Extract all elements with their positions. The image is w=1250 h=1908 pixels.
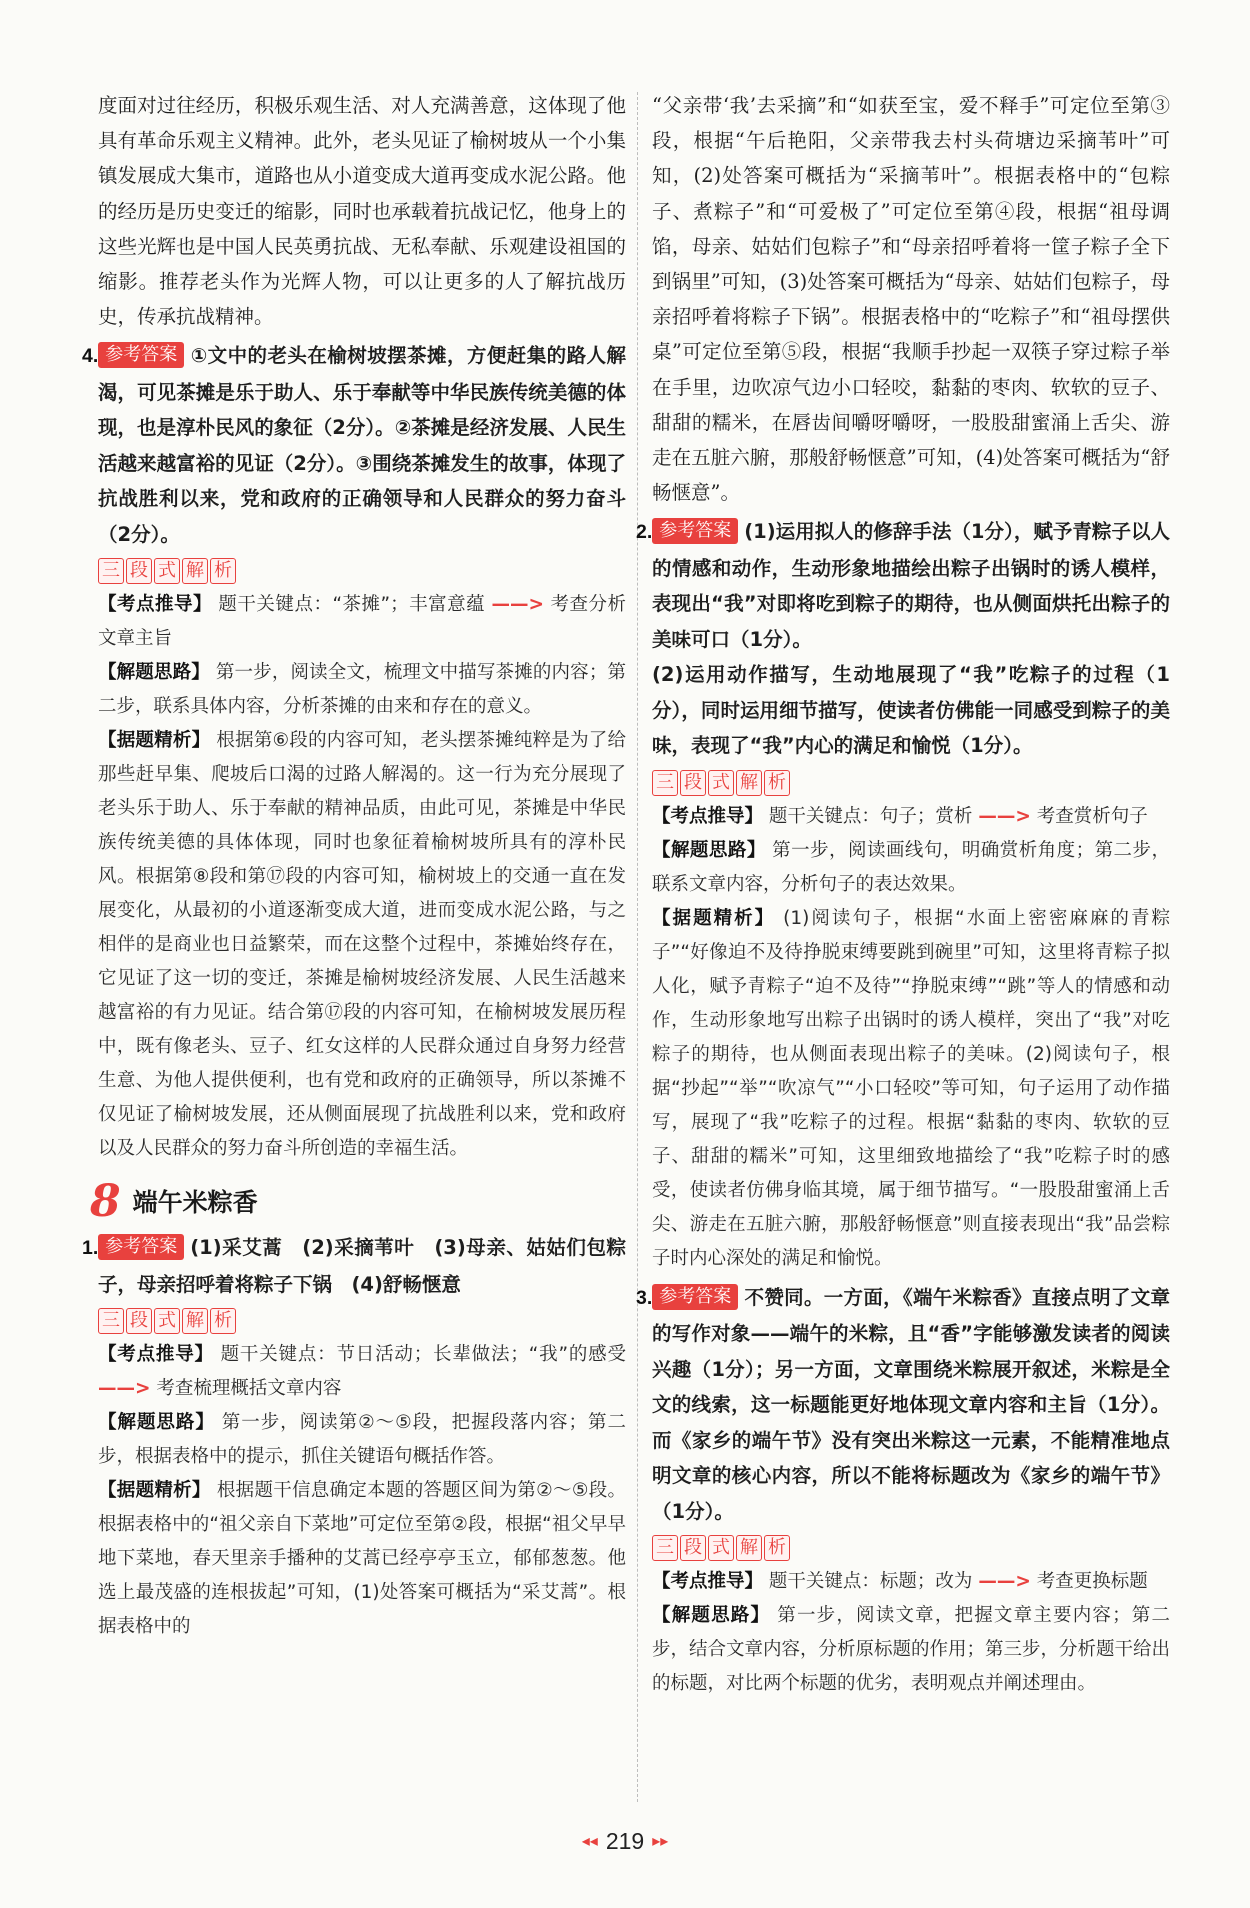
jieti-label: 【解题思路】: [98, 1412, 215, 1434]
tri-char: 段: [126, 558, 152, 584]
q4-jutie: [98, 724, 626, 1166]
jutie-text: 根据第⑥段的内容可知，老头摆茶摊纯粹是为了给那些赶早集、爬坡后口渴的过路人解渴的。这一行为充分展现了老头乐于助人、乐于奉献的精神品质，由此可见，茶摊是中华民族传统美德的具体体现，同时也象征着榆树坡所具有的淳朴民风。根据第⑧段和第⑰段的内容可知，榆树坡上的交通一直在发展变化，从最初的小道逐渐变成大道，进而变成水泥公路，与之相伴的是商业也日益繁荣，而在这整个过程中，茶摊始终存在，它见证了这一切的变迁，茶摊是榆树坡经济发展、人民生活越来越富裕的有力见证。结合第⑰段的内容可知，在榆树坡发展历程中，既有像老头、豆子、红女这样的人民群众通过自身努力经营生意、为他人提供便利，也有党和政府的正确领导，所以茶摊不仅见证了榆树坡发展，还从侧面展现了抗战胜利以来，党和政府以及人民群众的努力奋斗所创造的幸福生活。: [98, 730, 626, 1160]
jutie-text: (1)阅读句子，根据“水面上密密麻麻的青粽子”“好像迫不及待挣脱束缚要跳到碗里”可知，这里将青粽子拟人化，赋予青粽子“迫不及待”“挣脱束缚”“跳”等人的情感和动作，生动形象地写出粽子出锅时的诱人模样，突出了“我”对吃粽子的期待，也从侧面表现出粽子的美味。(2)阅读句子，根据“抄起”“举”“吹凉气”“小口轻咬”等可知，句子运用了动作描写，展现了“我”吃粽子的过程。根据“黏黏的枣肉、软软的豆子、甜甜的糯米”可知，这里细致地描绘了“我”吃粽子时的感受，使读者仿佛身临其境，属于细节描写。“一股股甜蜜涌上舌尖、游走在五脏六腑，那般舒畅惬意”则直接表现出“我”品尝粽子时内心深处的满足和愉悦。: [652, 907, 1170, 1269]
jieti-label: 【解题思路】: [652, 1605, 771, 1627]
jutie-label: 【据题精析】: [652, 907, 776, 929]
tri-char: 段: [126, 1308, 152, 1334]
section-heading: [90, 1176, 626, 1228]
kaodian-label: 【考点推导】: [652, 1571, 764, 1593]
jutie-label: 【据题精析】: [98, 730, 211, 752]
continuation-paragraph: “父亲带‘我’去采摘”和“如获至宝，爱不释手”可定位至第③段，根据“午后艳阳，父亲带我去村头荷塘边采摘苇叶”可知，(2)处答案可概括为“采摘苇叶”。根据表格中的“包粽子、煮粽子”和“可爱极了”可定位至第④段，根据“祖母调馅，母亲、姑姑们包粽子”和“母亲招呼着将一筐子粽子全下到锅里”可知，(3)处答案可概括为“母亲、姑姑们包粽子，母亲招呼着将粽子下锅”。根据表格中的“吃粽子”和“祖母摆供桌”可定位至第⑤段，根据“我顺手抄起一双筷子穿过粽子举在手里，边吹凉气边小口轻咬，黏黏的枣肉、软软的豆子、甜甜的糯米，在唇齿间嚼呀嚼呀，一股股甜蜜涌上舌尖、游走在五脏六腑，那般舒畅惬意”可知，(4)处答案可概括为“舒畅惬意”。: [652, 94, 1170, 505]
jutie-text: 根据题干信息确定本题的答题区间为第②～⑤段。根据表格中的“祖父亲自下菜地”可定位至第②段，根据“祖父早早地下菜地，春天里亲手播种的艾蒿已经亭亭玉立，郁郁葱葱。他选上最茂盛的连根拔起”可知，(1)处答案可概括为“采艾蒿”。根据表格中的: [98, 1480, 626, 1638]
section-title: 端午米粽香: [132, 1187, 258, 1217]
tri-char: 解: [736, 1535, 762, 1561]
jieti-text: 第一步，阅读画线句，明确赏析角度；第二步，联系文章内容，分析句子的表达效果。: [652, 839, 1170, 895]
kaodian-text: 题干关键点：“茶摊”；丰富意蕴: [218, 594, 486, 616]
question-3: [636, 1280, 1171, 1702]
jieti-text: 第一步，阅读全文，梳理文中描写茶摊的内容；第二步，联系具体内容，分析茶摊的由来和存在的意义。: [98, 662, 626, 718]
q1-answer: [82, 1230, 626, 1302]
kaodian-label: 【考点推导】: [98, 594, 213, 616]
kaodian-label: 【考点推导】: [652, 805, 764, 827]
q2-jutie: [652, 902, 1170, 1276]
q2-answer-1: [636, 514, 1170, 657]
q2-answer-badge: 参考答案: [652, 518, 738, 544]
kaodian-text: 题干关键点：句子；赏析: [768, 805, 973, 827]
tri-char: 式: [154, 1308, 180, 1334]
page-number: 219: [605, 1828, 645, 1854]
arrow-icon: ——>: [98, 1378, 151, 1400]
q2-jieti: [652, 834, 1170, 902]
q1-answer-text: (1)采艾蒿 (2)采摘苇叶 (3)母亲、姑姑们包粽子，母亲招呼着将粽子下锅 (4)舒畅惬意: [98, 1236, 626, 1296]
right-column: [636, 88, 1171, 1701]
right-chevron-icon: ▸▸: [652, 1833, 669, 1850]
kaodian-label: 【考点推导】: [98, 1344, 214, 1366]
question-1: [82, 1230, 626, 1644]
q4-answer-text: ①文中的老头在榆树坡摆茶摊，方便赶集的路人解渴，可见茶摊是乐于助人、乐于奉献等中华民族传统美德的体现，也是淳朴民风的象征（2分）。②茶摊是经济发展、人民生活越来越富裕的见证（2分）。③围绕茶摊发生的故事，体现了抗战胜利以来，党和政府的正确领导和人民群众的努力奋斗（2分）。: [98, 344, 626, 546]
q2-answer-text-1: (1)运用拟人的修辞手法（1分），赋予青粽子以人的情感和动作，生动形象地描绘出粽子出锅时的诱人模样，表现出“我”对即将吃到粽子的期待，也从侧面烘托出粽子的美味可口（1分）。: [652, 520, 1170, 651]
q4-jieti: [98, 656, 626, 724]
q1-analysis-title: [98, 1308, 626, 1334]
kaodian-result: 考查分析文章主旨: [98, 594, 626, 650]
left-chevron-icon: ◂◂: [581, 1833, 598, 1850]
tri-char: 三: [652, 1535, 678, 1561]
tri-char: 式: [154, 558, 180, 584]
tri-char: 析: [210, 558, 236, 584]
jieti-text: 第一步，阅读文章，把握文章主要内容；第二步，结合文章内容，分析原标题的作用；第三步，分析题干给出的标题，对比两个标题的优劣，表明观点并阐述理由。: [652, 1605, 1171, 1695]
q3-kaodian: [652, 1565, 1170, 1599]
tri-char: 解: [182, 558, 208, 584]
q3-answer-badge: 参考答案: [652, 1284, 738, 1310]
page-footer: [0, 1828, 1250, 1855]
arrow-icon: ——>: [978, 1571, 1031, 1593]
tri-char: 三: [98, 1308, 124, 1334]
q3-answer: [636, 1280, 1170, 1530]
q3-analysis-title: [652, 1535, 1170, 1561]
q1-answer-badge: 参考答案: [98, 1234, 184, 1260]
q3-answer-text: 不赞同。一方面，《端午米粽香》直接点明了文章的写作对象——端午的米粽，且“香”字能够激发读者的阅读兴趣（1分）；另一方面，文章围绕米粽展开叙述，米粽是全文的线索，这一标题能更好地体现文章内容和主旨（1分）。而《家乡的端午节》没有突出米粽这一元素，不能精准地点明文章的核心内容，所以不能将标题改为《家乡的端午节》（1分）。: [652, 1285, 1170, 1523]
tri-char: 析: [210, 1308, 236, 1334]
q1-jieti: [98, 1406, 626, 1474]
jieti-label: 【解题思路】: [652, 839, 766, 861]
jieti-text: 第一步，阅读第②～⑤段，把握段落内容；第二步，根据表格中的提示，抓住关键语句概括作答。: [98, 1412, 626, 1468]
q4-answer-badge: 参考答案: [98, 342, 184, 368]
kaodian-text: 题干关键点：标题；改为: [768, 1571, 973, 1593]
q2-analysis-title: [652, 770, 1170, 796]
kaodian-result: 考查更换标题: [1036, 1571, 1148, 1593]
tri-char: 析: [764, 1535, 790, 1561]
tri-char: 解: [736, 770, 762, 796]
intro-paragraph: 度面对过往经历，积极乐观生活、对人充满善意，这体现了他具有革命乐观主义精神。此外，老头见证了榆树坡从一个小集镇发展成大集市，道路也从小道变成大道再变成水泥公路。他的经历是历史变迁的缩影，同时也承载着抗战记忆，他身上的这些光辉也是中国人民英勇抗战、无私奉献、乐观建设祖国的缩影。推荐老头作为光辉人物，可以让更多的人了解抗战历史，传承抗战精神。: [98, 94, 626, 329]
q1-jutie: [98, 1474, 626, 1644]
q1-kaodian: [98, 1338, 626, 1406]
kaodian-result: 考查梳理概括文章内容: [156, 1378, 342, 1400]
tri-char: 式: [708, 1535, 734, 1561]
q2-kaodian: [652, 800, 1170, 834]
q2-answer-2: (2)运用动作描写，生动地展现了“我”吃粽子的过程（1分），同时运用细节描写，使读者仿佛能一同感受到粽子的美味，表现了“我”内心的满足和愉悦（1分）。: [652, 663, 1170, 758]
tri-char: 解: [182, 1308, 208, 1334]
jieti-label: 【解题思路】: [98, 662, 210, 684]
tri-char: 三: [652, 770, 678, 796]
tri-char: 式: [708, 770, 734, 796]
tri-char: 三: [98, 558, 124, 584]
left-column: [82, 88, 626, 1644]
q3-jieti: [652, 1599, 1170, 1701]
q3-number: 3.: [636, 1286, 653, 1309]
arrow-icon: ——>: [978, 805, 1031, 827]
q4-kaodian: [98, 588, 626, 656]
q1-number: 1.: [82, 1237, 99, 1260]
kaodian-result: 考查赏析句子: [1036, 805, 1148, 827]
arrow-icon: ——>: [491, 594, 545, 616]
question-4: [82, 338, 626, 1166]
section-number: 8: [90, 1176, 121, 1228]
tri-char: 析: [764, 770, 790, 796]
q2-number: 2.: [636, 521, 653, 544]
tri-char: 段: [680, 1535, 706, 1561]
jutie-label: 【据题精析】: [98, 1480, 211, 1502]
q4-answer: [82, 338, 626, 552]
column-divider: [637, 92, 638, 1802]
tri-char: 段: [680, 770, 706, 796]
q4-number: 4.: [82, 345, 99, 368]
kaodian-text: 题干关键点：节日活动；长辈做法；“我”的感受: [220, 1344, 626, 1366]
q4-analysis-title: [98, 558, 626, 584]
question-2: [636, 514, 1170, 1276]
